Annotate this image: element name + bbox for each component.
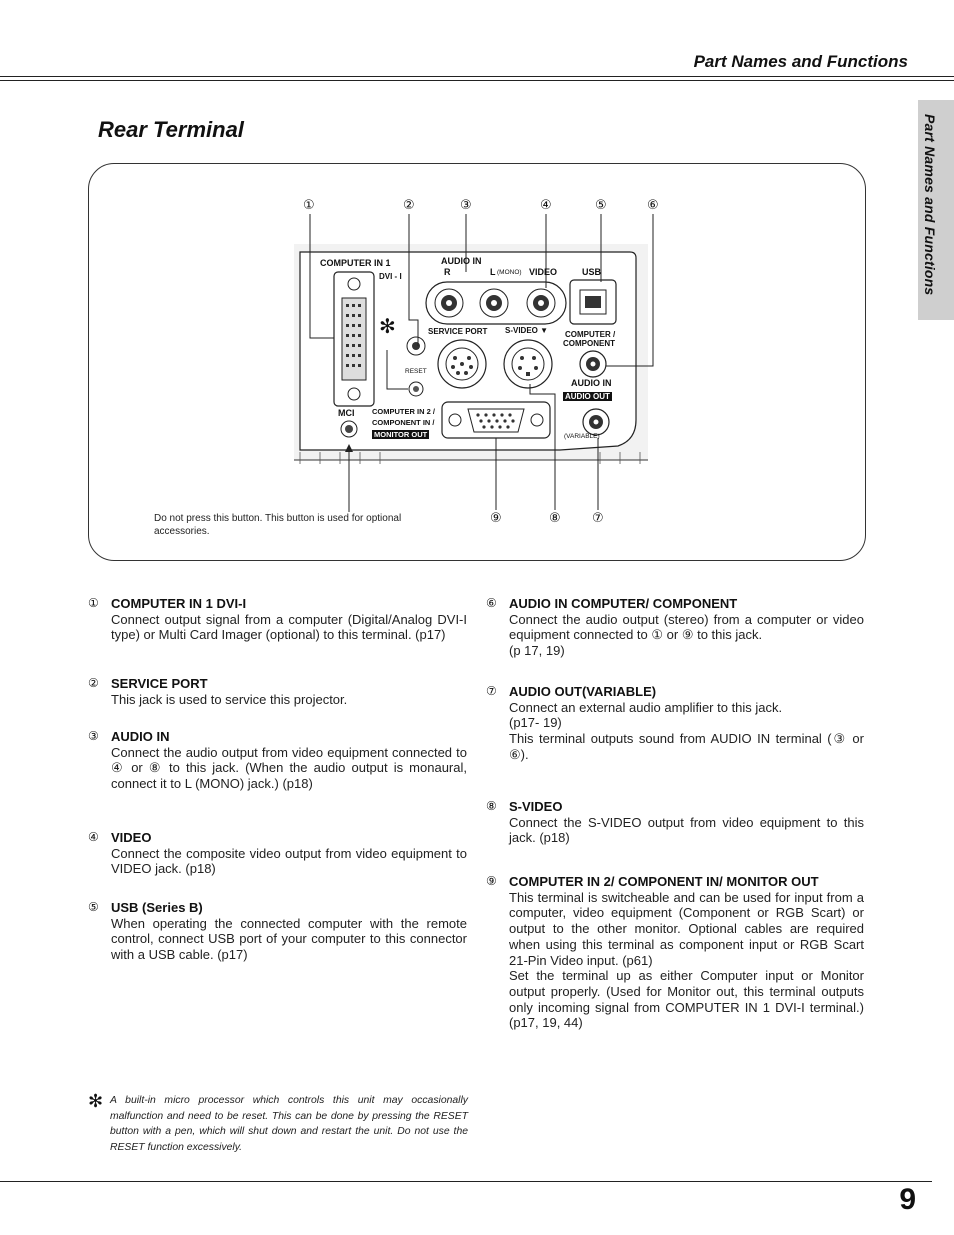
item-number: ③ xyxy=(88,729,99,743)
callout-5: ⑤ xyxy=(595,198,607,213)
item-computer-in-1 xyxy=(88,596,467,643)
rear-terminal-diagram xyxy=(0,0,954,600)
item-computer-in-2 xyxy=(486,874,864,1031)
footer-rule xyxy=(0,1181,932,1182)
item-title: COMPUTER IN 2/ COMPONENT IN/ MONITOR OUT xyxy=(509,874,819,889)
audio-video-jacks xyxy=(426,282,566,324)
item-body: Connect the composite video output from video equipment to VIDEO jack. (p18) xyxy=(111,845,467,877)
item-title: AUDIO IN COMPUTER/ COMPONENT xyxy=(509,596,738,611)
page-header-title: Part Names and Functions xyxy=(693,52,908,71)
item-audio-out xyxy=(486,684,864,763)
diagram-note: Do not press this button. This button is used for optional accessories. xyxy=(154,513,402,537)
callout-6: ⑥ xyxy=(647,198,659,213)
item-body: This jack is used to service this projector. xyxy=(111,691,348,707)
label-r: R xyxy=(444,267,451,277)
label-computer-slash: COMPUTER / xyxy=(565,330,616,339)
label-monitor-out: MONITOR OUT xyxy=(374,430,428,439)
footnote-text: A built-in micro processor which controls this unit may occasionally malfunction and need to be reset. This can be done by pressing the RESET button with a pen, which will shut down and restart the unit. Do not use the RESET function excessively. xyxy=(110,1095,468,1153)
item-body-ref: (p 17, 19) xyxy=(509,643,565,659)
label-s-video: S-VIDEO ▼ xyxy=(505,326,549,335)
audio-out-jack xyxy=(583,409,609,435)
item-number: ⑨ xyxy=(486,874,497,888)
usb-port xyxy=(570,280,616,324)
label-component-in: COMPONENT IN / xyxy=(372,418,435,427)
side-tab-label: Part Names and Functions xyxy=(922,114,938,296)
item-body: Connect the audio output (stereo) from a computer or video equipment connected to ① or ⑨ to this jack. xyxy=(509,611,864,643)
callout-4: ④ xyxy=(540,198,552,213)
dvi-i-connector xyxy=(334,272,374,406)
item-title: S-VIDEO xyxy=(509,799,563,814)
callout-1: ① xyxy=(303,198,315,213)
label-computer-in-1: COMPUTER IN 1 xyxy=(320,258,391,268)
label-audio-out: AUDIO OUT xyxy=(565,392,610,401)
item-body-extra: Set the terminal up as either Computer input or Monitor output properly. (Used for Monitor out, this terminal outputs only incoming signal from COMPUTER IN 1 DVI-I terminal.) (p17, 19, 44) xyxy=(509,968,864,1031)
item-body-extra: This terminal outputs sound from AUDIO IN terminal (③ or ⑥). xyxy=(509,731,864,762)
item-body: Connect an external audio amplifier to this jack. xyxy=(509,699,783,715)
item-body: Connect the audio output from video equipment connected to ④ or ⑧ to this jack. (When the audio output is monaural, connect it to L (MONO) jack.) (p18) xyxy=(111,744,467,792)
item-title: COMPUTER IN 1 DVI-I xyxy=(111,596,247,611)
label-service-port: SERVICE PORT xyxy=(428,327,488,336)
item-number: ⑦ xyxy=(486,684,497,698)
footnote xyxy=(88,1093,468,1155)
item-audio-in xyxy=(88,729,467,792)
item-number: ④ xyxy=(88,830,99,844)
section-title: Rear Terminal xyxy=(98,117,244,142)
label-component: COMPONENT xyxy=(563,339,615,348)
callout-9: ⑨ xyxy=(490,511,502,526)
label-dvi-i: DVI - I xyxy=(379,272,402,281)
item-title: SERVICE PORT xyxy=(111,676,208,691)
label-mci: MCI xyxy=(338,408,355,418)
item-title: VIDEO xyxy=(111,830,152,845)
item-number: ⑧ xyxy=(486,799,497,813)
mci-jack xyxy=(341,421,357,437)
callout-3: ③ xyxy=(460,198,472,213)
item-title: AUDIO OUT(VARIABLE) xyxy=(509,684,657,699)
item-number: ⑥ xyxy=(486,596,497,610)
service-port xyxy=(438,340,486,388)
callout-8: ⑧ xyxy=(549,511,561,526)
page-number: 9 xyxy=(899,1183,916,1216)
item-number: ② xyxy=(88,676,99,690)
label-reset: RESET xyxy=(405,368,427,375)
label-audio-in: AUDIO IN xyxy=(441,256,482,266)
item-service-port xyxy=(88,676,467,707)
asterisk-icon: ✻ xyxy=(379,316,396,338)
callout-7: ⑦ xyxy=(592,511,604,526)
computer-in-2-connector xyxy=(442,402,550,438)
item-s-video xyxy=(486,799,864,846)
label-computer-in-2: COMPUTER IN 2 / xyxy=(372,407,435,416)
item-video xyxy=(88,830,467,877)
label-video: VIDEO xyxy=(529,267,558,277)
callout-2: ② xyxy=(403,198,415,213)
item-audio-in-computer xyxy=(486,596,864,659)
s-video-port xyxy=(504,340,552,388)
label-variable: (VARIABLE) xyxy=(564,433,600,440)
audio-in-computer-jack xyxy=(580,351,606,377)
item-body-ref: (p17- 19) xyxy=(509,715,562,731)
item-title: AUDIO IN xyxy=(111,729,170,744)
item-body: When operating the connected computer with the remote control, connect USB port of your computer to this connector with a USB cable. (p17) xyxy=(111,915,467,963)
label-usb: USB xyxy=(582,267,602,277)
item-number: ① xyxy=(88,596,99,610)
asterisk-icon: ✻ xyxy=(88,1091,104,1111)
item-title: USB (Series B) xyxy=(111,900,203,915)
item-usb xyxy=(88,900,467,963)
item-number: ⑤ xyxy=(88,900,99,914)
item-body: Connect the S-VIDEO output from video equipment to this jack. (p18) xyxy=(509,814,864,846)
label-l: L xyxy=(490,267,496,277)
item-body: This terminal is switcheable and can be used for input from a computer, video equipment (Component or RGB Scart) or output to the other monitor. Optional cables are required when using this terminal as component input or RGB Scart 21-Pin Video input. (p61) xyxy=(509,889,864,968)
label-mono: (MONO) xyxy=(497,269,522,276)
label-audio-in-2: AUDIO IN xyxy=(571,378,612,388)
item-body: Connect output signal from a computer (Digital/Analog DVI-I type) or Multi Card Imager (optional) to this terminal. (p17) xyxy=(111,611,467,643)
